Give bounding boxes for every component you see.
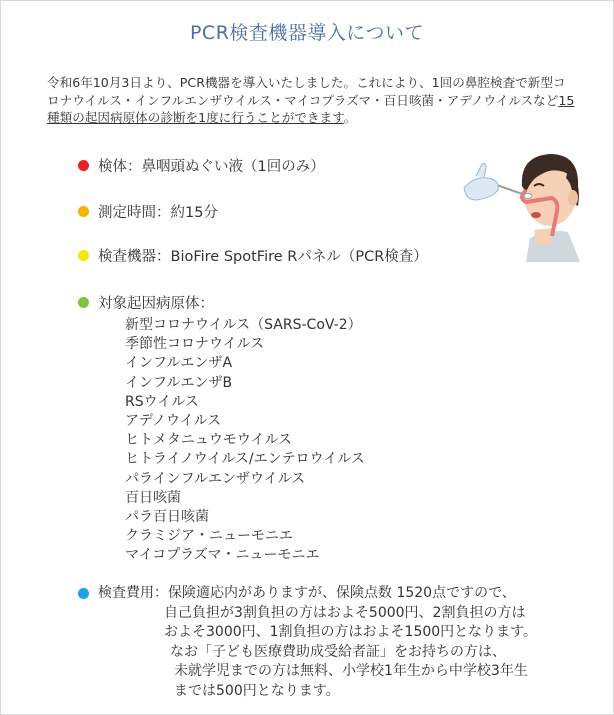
list-item: 新型コロナウイルス（SARS-CoV-2） — [125, 317, 362, 333]
item-value: BioFire SpotFire Rパネル（PCR検査） — [170, 249, 428, 265]
list-item: クラミジア・ニューモニエ — [125, 528, 293, 545]
cost-line: までは500円となります。 — [174, 682, 340, 699]
green-bullet-icon — [78, 297, 89, 308]
item-label: 測定時間： — [98, 205, 171, 221]
item-specimen — [78, 155, 325, 176]
list-item: マイコプラズマ・ニューモニエ — [125, 547, 320, 564]
item-label: 検査費用： — [98, 585, 168, 601]
cost-line: 保険適応内がありますが、保険点数 1520点ですので、 — [168, 585, 516, 601]
orange-bullet-icon — [78, 206, 89, 217]
list-item: パラインフルエンザウイルス — [125, 470, 306, 487]
item-label: 検体： — [98, 159, 142, 175]
list-item: ヒトメタニュウモウイルス — [125, 432, 293, 449]
list-item: パラ百日咳菌 — [125, 509, 209, 526]
item-label: 対象起因病原体： — [98, 296, 214, 312]
item-cost — [78, 584, 537, 701]
intro-underlined-text: 15種類の起因病原体の診断を1度に行うことができます — [47, 92, 575, 125]
red-bullet-icon — [78, 160, 89, 171]
pathogen-list — [125, 316, 365, 566]
page-title: PCR検査機器導入について — [189, 22, 425, 44]
cost-line: 未就学児までの方は無料、小学校1年生から中学校3年生 — [174, 663, 528, 679]
list-item: アデノウイルス — [125, 413, 222, 430]
blue-bullet-icon — [78, 588, 89, 599]
yellow-bullet-icon — [78, 250, 89, 261]
item-time — [78, 201, 218, 222]
intro-paragraph — [47, 74, 577, 127]
list-item: RSウイルス — [125, 393, 199, 410]
list-item: ヒトライノウイルス/エンテロウイルス — [125, 451, 365, 468]
item-pathogens — [78, 292, 214, 313]
item-device — [78, 245, 428, 266]
nasal-swab-illustration — [456, 140, 584, 262]
intro-text: 令和6年10月3日より、PCR機器を導入いたしました。これにより、1回の鼻腔検査で新型コロナウイルス・インフルエンザウイルス・マイコプラズマ・百日咳菌・アデノウイルスなど — [47, 75, 566, 108]
intro-text-end: 。 — [343, 110, 357, 125]
item-value: 約15分 — [170, 205, 218, 221]
list-item: インフルエンザB — [125, 374, 233, 391]
cost-line: およそ3000円、1割負担の方はおよそ1500円となります。 — [164, 624, 538, 640]
cost-line: 自己負担が3割負担の方はおよそ5000円、2割負担の方は — [164, 604, 526, 621]
cost-line: なお「子ども医療費助成受給者証」をお持ちの方は、 — [170, 643, 506, 660]
list-item: 季節性コロナウイルス — [125, 336, 265, 353]
list-item: インフルエンザA — [125, 355, 233, 372]
list-item: 百日咳菌 — [125, 489, 181, 506]
item-label: 検査機器： — [98, 249, 171, 265]
item-value: 鼻咽頭ぬぐい液（1回のみ） — [141, 159, 325, 175]
